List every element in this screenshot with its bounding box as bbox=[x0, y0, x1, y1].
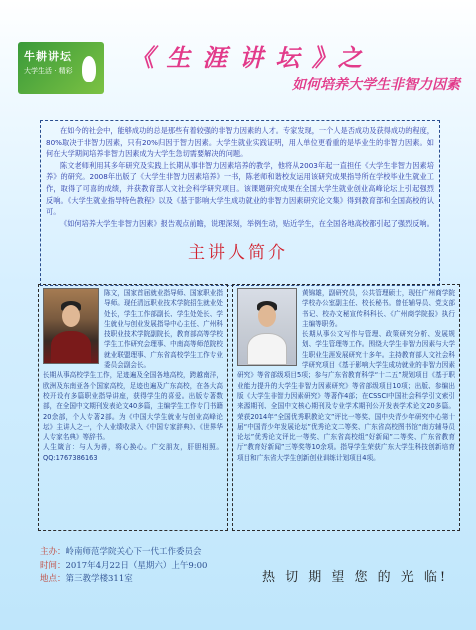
organizer-label: 主办： bbox=[40, 547, 66, 557]
speaker-chen-bio: 陈文，国家首届就业指导师、国家职业指导师。现任清远职业技术学院招生就业处处长，学生工作部副长、学生处处长、学生就业与创业发展指导中心主任、广州科技职业技术学院副院长，教育部高等学校学生工作研究会理事、中南高等师范院校就业联盟理事、广东省高校学生工作专业委员会副会长。 bbox=[104, 289, 223, 370]
logo-sub-text: 大学生活 · 精彩 bbox=[24, 67, 73, 75]
footprint-icon bbox=[82, 56, 96, 82]
section-title: 主讲人简介 bbox=[188, 243, 288, 263]
photo-face bbox=[62, 305, 80, 327]
photo-gown bbox=[51, 331, 91, 363]
photo-face bbox=[258, 305, 276, 327]
speaker-huang-box bbox=[232, 284, 460, 531]
welcome-slogan: 热 切 期 望 您 的 光 临! bbox=[262, 570, 449, 585]
time-label: 时间： bbox=[40, 560, 66, 571]
speaker-huang-bio: 黄锦雄，副研究员，公共管理硕士，现任广州商学院学校办公室副主任、校长秘书。曾任辅导员、党支部书记、校办文秘宣传科科长、《广州商学院报》执行主编等职务。 bbox=[302, 289, 455, 328]
logo bbox=[18, 42, 104, 94]
intro-paragraph: 《如何培养大学生非智力因素》报告观点前瞻，说理深刻，举例生动，贴近学生，在全国各地高校都引起了强烈反响。 bbox=[60, 218, 434, 228]
event-info bbox=[40, 546, 207, 587]
speaker-chen-box bbox=[38, 284, 228, 531]
time-value: 2017年4月22日（星期六）上午9:00 bbox=[65, 560, 208, 571]
speaker-chen-photo bbox=[43, 288, 99, 364]
organizer-value: 岭南师范学院关心下一代工作委员会 bbox=[65, 547, 202, 557]
intro-paragraph: 在如今的社会中，能够成功的总是那些有着较强的非智力因素的人才。专家发现，一个人是否成功及获得成功的程度，80%取决于非智力因素，只有20%归因于智力因素。大学生就业实践证明，用人单位更看重的是毕业生的非智力因素。如何在大学期间培养非智力因素成为大学生急切需要解决的问题。 bbox=[46, 126, 434, 159]
place-value: 第三教学楼311室 bbox=[65, 574, 133, 584]
speaker-huang-photo bbox=[237, 288, 297, 366]
poster-title: 《 生 涯 讲 坛 》之 bbox=[130, 43, 364, 72]
time-row bbox=[40, 560, 207, 574]
logo-main-text: 牛耕讲坛 bbox=[24, 50, 72, 63]
intro-paragraph: 陈文老师利用其多年研究及实践上长期从事非智力因素培养的教学，他将从2003年起一直担任《大学生非智力因素培养》的研究。2008年出版了《大学生非智力因素培养》一书，陈老师和谐校友运用该研究成果指导所在学校毕业生就业工作，取得了可喜的成绩，并获教育部人文社会科学研究项目。该课题研究成果在全国大学生就业创业高峰论坛上引起强烈反响。《大学生就业指导特色教程》以及《基于影响大学生成功就业的非智力因素研究论文集》得到教育部和全国高校的认可。 bbox=[46, 160, 434, 217]
poster-subtitle: 如何培养大学生非智力因素 bbox=[292, 77, 460, 93]
place-row bbox=[40, 573, 207, 587]
speaker-chen-career: 长期从事高校学生工作，足迹遍及全国各地高校，跨越南洋，欧洲及东南亚各个国家高校，足迹也遍及广东高校，在各大高校开设有多篇职业指导讲座，获得学生的喜爱。出版专著数部，在全国中文期刊发表论文40多篇，主编学生工作专门书籍20余部，个人专著2部。为《中国大学生就业与创业高峰论坛》主讲人之一，个人业绩收录入《中国专家辞典》、《世界华人专家名典》等辞书。 bbox=[43, 371, 223, 442]
organizer-row bbox=[40, 546, 207, 560]
place-label: 地点： bbox=[40, 574, 66, 584]
poster bbox=[10, 8, 466, 622]
speaker-huang-career: 长期从事公文写作与管理、政策研究分析、发展规划、学生管理等工作。围绕大学生非智力因素与大学生职业生涯发展研究十多年。主持教育部人文社会科学研究项目《基于影响大学生成功就业的非智力因素研究》等省部级项目5项；参与广东省教育科学“十二五”规划项目《基于职业能力提升的大学生非智力因素研究》等省部级项目10项；出版、参编出版《大学生非智力因素研究》等著作4部；在CSSCI中国社会科学引文索引来源期刊、全国中文核心期刊及专业学术期刊公开发表学术论文20多篇。荣获2014年“全国优秀职教论文”评比一等奖、国中央青少年研究中心第十届“中国青少年发展论坛”优秀论文二等奖、广东省高校图书馆“南方辅导员论坛”优秀论文评比一等奖、广东省高校组“好新闻”二等奖、广东省教育厅“教育好新闻”三等奖等10余项。指导学生荣获广东大学生科技创新培育项目和广东省大学生创新创业训练计划项目4项。 bbox=[237, 330, 455, 462]
speaker-chen-motto: 人生箴言：与人为善，将心换心。广交朋友，肝胆相照。QQ:1767386163 bbox=[43, 443, 223, 462]
photo-shirt bbox=[247, 333, 287, 365]
